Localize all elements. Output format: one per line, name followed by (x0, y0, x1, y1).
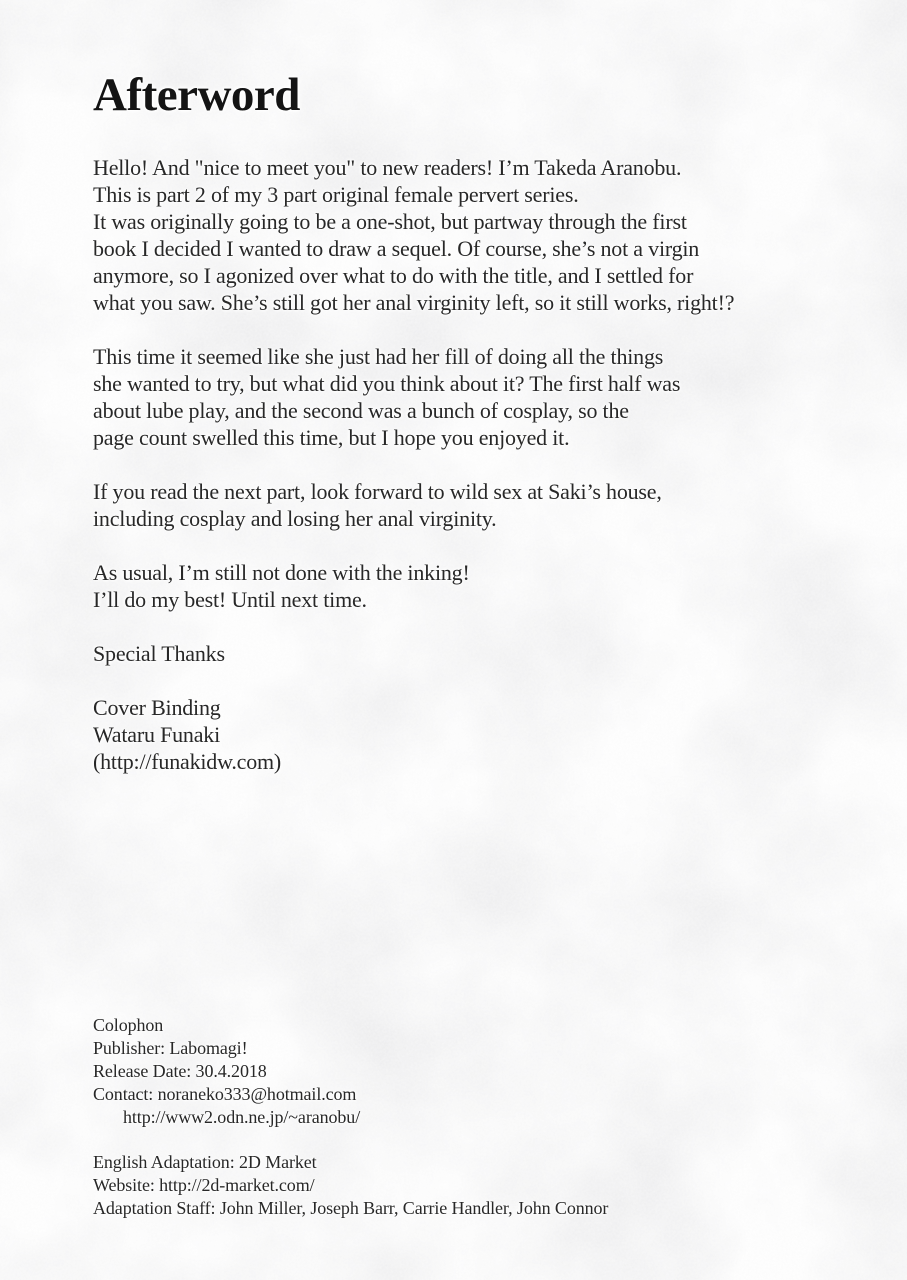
text-line: what you saw. She’s still got her anal virginity left, so it still works, right!? (93, 290, 735, 315)
page-title: Afterword (93, 69, 300, 121)
text-line: including cosplay and losing her anal virginity. (93, 506, 497, 531)
text-line: If you read the next part, look forward to wild sex at Saki’s house, (93, 479, 662, 504)
credit-url: (http://funakidw.com) (93, 749, 282, 774)
adaptation-section (93, 1151, 857, 1220)
cover-binding-credits (93, 694, 857, 775)
colophon-section (93, 1014, 857, 1129)
contact-line: Contact: noraneko333@hotmail.com (93, 1084, 357, 1104)
text-line: Hello! And "nice to meet you" to new readers! I’m Takeda Aranobu. (93, 155, 682, 180)
text-line: page count swelled this time, but I hope you enjoyed it. (93, 425, 570, 450)
staff-line: Adaptation Staff: John Miller, Joseph Barr, Carrie Handler, John Connor (93, 1198, 609, 1218)
text-line: This is part 2 of my 3 part original female pervert series. (93, 182, 579, 207)
text-line: anymore, so I agonized over what to do with the title, and I settled for (93, 263, 694, 288)
text-line: I’ll do my best! Until next time. (93, 587, 367, 612)
adaptation-line: English Adaptation: 2D Market (93, 1152, 317, 1172)
paragraph-next-part (93, 478, 857, 532)
text-line: book I decided I wanted to draw a sequel. Of course, she’s not a virgin (93, 236, 700, 261)
paragraph-feedback (93, 343, 857, 451)
text-line: This time it seemed like she just had her fill of doing all the things (93, 344, 664, 369)
text-line: Cover Binding (93, 695, 221, 720)
paragraph-intro (93, 154, 857, 316)
text-line: Wataru Funaki (93, 722, 220, 747)
text-line: she wanted to try, but what did you think about it? The first half was (93, 371, 681, 396)
text-line: about lube play, and the second was a bunch of cosplay, so the (93, 398, 629, 423)
text-line: Special Thanks (93, 641, 225, 666)
publisher-url: http://www2.odn.ne.jp/~aranobu/ (123, 1107, 361, 1127)
publisher-line: Publisher: Labomagi! (93, 1038, 248, 1058)
afterword-content (93, 69, 857, 1220)
text-line: It was originally going to be a one-shot, but partway through the first (93, 209, 687, 234)
website-line: Website: http://2d-market.com/ (93, 1175, 315, 1195)
paragraph-closing (93, 559, 857, 613)
release-date-line: Release Date: 30.4.2018 (93, 1061, 267, 1081)
special-thanks-heading (93, 640, 857, 667)
text-line: As usual, I’m still not done with the inking! (93, 560, 470, 585)
colophon-heading: Colophon (93, 1015, 164, 1035)
